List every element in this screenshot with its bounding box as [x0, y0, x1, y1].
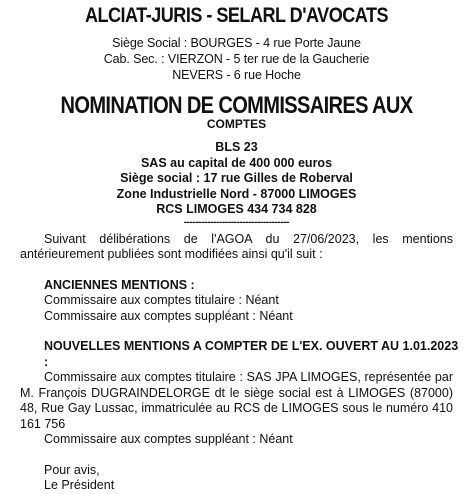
legal-notice	[0, 4, 473, 492]
notice-subtitle: COMPTES	[206, 117, 267, 131]
company-name: BLS 23	[215, 140, 258, 154]
company-rcs: RCS LIMOGES 434 734 828	[156, 202, 317, 216]
secondary-office-address: Cab. Sec. : VIERZON - 5 ter rue de la Gaucherie	[103, 52, 370, 66]
former-mentions-heading: ANCIENNES MENTIONS :	[44, 277, 195, 292]
intro-paragraph: Suivant délibérations de l'AGOA du 27/06/2023, les mentions antérieurement publiées sont modifiées ainsi qu'il suit :	[20, 231, 453, 261]
firm-address-block	[10, 35, 463, 83]
former-titular-auditor: Commissaire aux comptes titulaire : Néant	[44, 293, 279, 307]
company-zone: Zone Industrielle Nord - 87000 LIMOGES	[116, 186, 357, 201]
new-substitute-auditor: Commissaire aux comptes suppléant : Néant	[44, 432, 293, 446]
head-office-address: Siège Social : BOURGES - 4 rue Porte Jaune	[112, 36, 361, 50]
notice-title: NOMINATION DE COMMISSAIRES AUX	[60, 92, 413, 119]
new-titular-auditor: Commissaire aux comptes titulaire : SAS JPA LIMOGES, représentée par M. François DUGRAINDELORGE dt le siège social est à LIMOGES (87000) 48, Rue Gay Lussac, immatriculée au RCS de LIMOGES sous le numéro 410 161 756	[20, 370, 453, 431]
company-block	[10, 140, 463, 218]
separator-line: ------------------------------------	[183, 216, 290, 228]
company-capital: SAS au capital de 400 000 euros	[140, 155, 333, 170]
closing-signatory: Le Président	[44, 478, 115, 492]
former-substitute-auditor: Commissaire aux comptes suppléant : Néant	[44, 308, 293, 323]
new-mentions-heading: NOUVELLES MENTIONS A COMPTER DE L'EX. OUVERT AU 1.01.2023 :	[44, 339, 459, 369]
company-registered-office: Siège social : 17 rue Gilles de Roberval	[120, 171, 353, 185]
closing-for-notice: Pour avis,	[44, 462, 100, 477]
nevers-office-address: NEVERS - 6 rue Hoche	[172, 68, 301, 82]
law-firm-name: ALCIAT-JURIS - SELARL D'AVOCATS	[84, 4, 389, 27]
